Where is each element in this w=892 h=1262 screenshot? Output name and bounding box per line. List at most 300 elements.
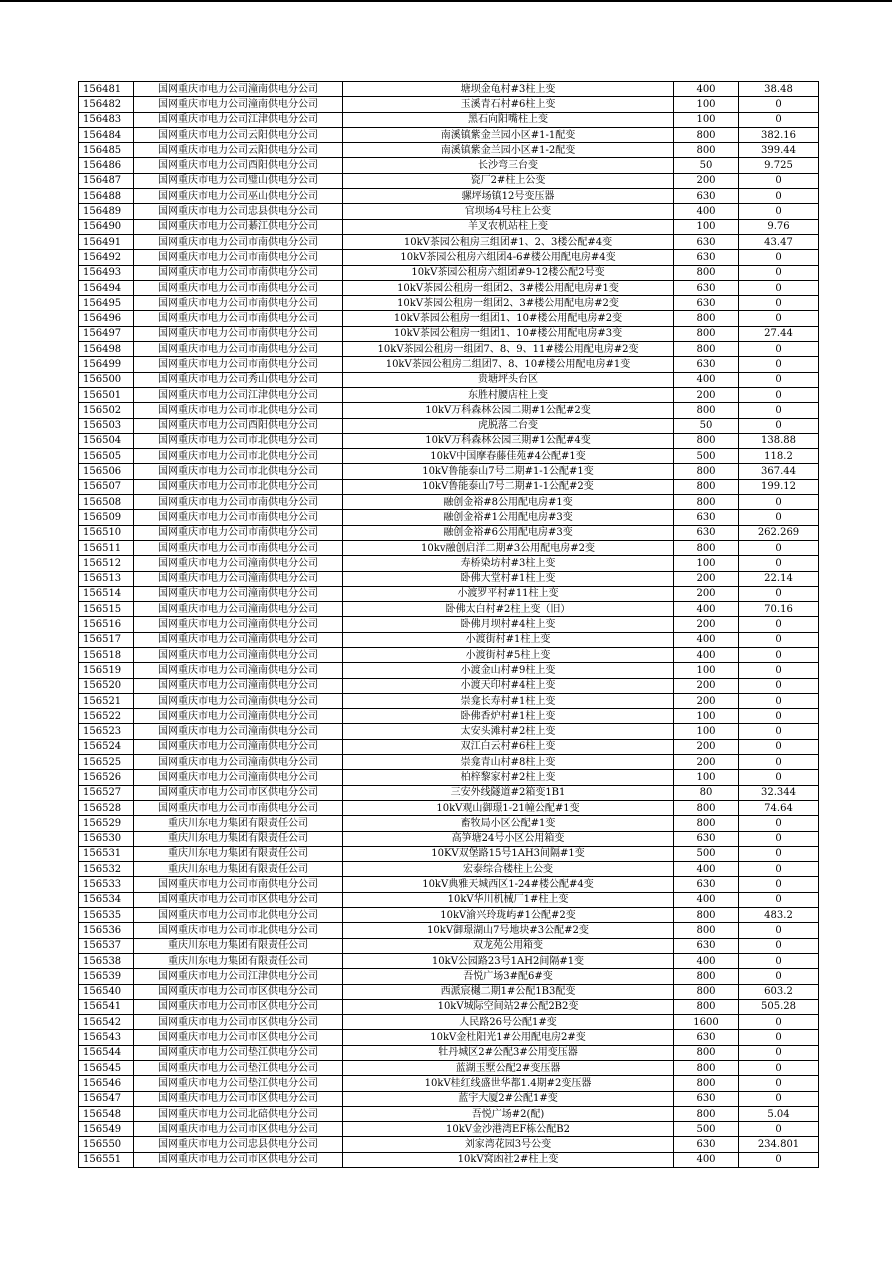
row-id-cell: 156487 xyxy=(79,173,134,188)
company-cell: 国网重庆市电力公司市南供电分公司 xyxy=(134,495,343,510)
value-cell: 0 xyxy=(739,1030,819,1045)
table-row xyxy=(79,1061,819,1076)
value-cell: 43.47 xyxy=(739,234,819,249)
company-cell: 国网重庆市电力公司市区供电分公司 xyxy=(134,1030,343,1045)
company-cell: 国网重庆市电力公司江津供电分公司 xyxy=(134,112,343,127)
table-row xyxy=(79,173,819,188)
row-id-cell: 156506 xyxy=(79,464,134,479)
transformer-name-cell: 刘家湾花园3号公变 xyxy=(343,1137,674,1152)
table-row xyxy=(79,877,819,892)
table-row xyxy=(79,678,819,693)
value-cell: 0 xyxy=(739,938,819,953)
capacity-cell: 400 xyxy=(674,647,739,662)
company-cell: 国网重庆市电力公司市北供电分公司 xyxy=(134,908,343,923)
table-row xyxy=(79,280,819,295)
capacity-cell: 500 xyxy=(674,846,739,861)
table-row xyxy=(79,219,819,234)
transformer-name-cell: 10kV城际空间站2#公配2B2变 xyxy=(343,999,674,1014)
company-cell: 国网重庆市电力公司綦江供电分公司 xyxy=(134,219,343,234)
table-row xyxy=(79,1015,819,1030)
value-cell: 0 xyxy=(739,372,819,387)
value-cell: 0 xyxy=(739,892,819,907)
value-cell: 0 xyxy=(739,770,819,785)
value-cell: 0 xyxy=(739,1015,819,1030)
company-cell: 国网重庆市电力公司潼南供电分公司 xyxy=(134,739,343,754)
company-cell: 国网重庆市电力公司忠县供电分公司 xyxy=(134,1137,343,1152)
table-row xyxy=(79,571,819,586)
value-cell: 0 xyxy=(739,189,819,204)
capacity-cell: 630 xyxy=(674,250,739,265)
row-id-cell: 156541 xyxy=(79,999,134,1014)
row-id-cell: 156504 xyxy=(79,433,134,448)
transformer-name-cell: 双龙苑公用箱变 xyxy=(343,938,674,953)
company-cell: 国网重庆市电力公司市南供电分公司 xyxy=(134,296,343,311)
capacity-cell: 100 xyxy=(674,709,739,724)
value-cell: 0 xyxy=(739,1045,819,1060)
capacity-cell: 800 xyxy=(674,265,739,280)
table-row xyxy=(79,632,819,647)
value-cell: 234.801 xyxy=(739,1137,819,1152)
row-id-cell: 156532 xyxy=(79,862,134,877)
row-id-cell: 156516 xyxy=(79,617,134,632)
row-id-cell: 156502 xyxy=(79,403,134,418)
row-id-cell: 156497 xyxy=(79,326,134,341)
capacity-cell: 800 xyxy=(674,908,739,923)
table-row xyxy=(79,647,819,662)
row-id-cell: 156482 xyxy=(79,97,134,112)
value-cell: 262.269 xyxy=(739,525,819,540)
capacity-cell: 400 xyxy=(674,204,739,219)
row-id-cell: 156511 xyxy=(79,540,134,555)
value-cell: 70.16 xyxy=(739,602,819,617)
value-cell: 0 xyxy=(739,418,819,433)
row-id-cell: 156484 xyxy=(79,127,134,142)
table-row xyxy=(79,1091,819,1106)
table-row xyxy=(79,1106,819,1121)
table-row xyxy=(79,418,819,433)
value-cell: 0 xyxy=(739,586,819,601)
company-cell: 国网重庆市电力公司市南供电分公司 xyxy=(134,540,343,555)
value-cell: 0 xyxy=(739,1076,819,1091)
row-id-cell: 156534 xyxy=(79,892,134,907)
company-cell: 国网重庆市电力公司市南供电分公司 xyxy=(134,250,343,265)
value-cell: 138.88 xyxy=(739,433,819,448)
table-row xyxy=(79,112,819,127)
capacity-cell: 400 xyxy=(674,1152,739,1167)
company-cell: 国网重庆市电力公司市区供电分公司 xyxy=(134,1015,343,1030)
transformer-name-cell: 畜牧局小区公配#1变 xyxy=(343,816,674,831)
company-cell: 国网重庆市电力公司潼南供电分公司 xyxy=(134,663,343,678)
capacity-cell: 200 xyxy=(674,739,739,754)
value-cell: 118.2 xyxy=(739,449,819,464)
company-cell: 国网重庆市电力公司江津供电分公司 xyxy=(134,969,343,984)
value-cell: 0 xyxy=(739,250,819,265)
row-id-cell: 156525 xyxy=(79,755,134,770)
capacity-cell: 400 xyxy=(674,892,739,907)
row-id-cell: 156499 xyxy=(79,357,134,372)
capacity-cell: 200 xyxy=(674,586,739,601)
transformer-name-cell: 10kV茶园公租房一组团2、3#楼公用配电房#1变 xyxy=(343,280,674,295)
row-id-cell: 156491 xyxy=(79,234,134,249)
capacity-cell: 100 xyxy=(674,97,739,112)
table-row xyxy=(79,234,819,249)
value-cell: 0 xyxy=(739,693,819,708)
value-cell: 0 xyxy=(739,342,819,357)
transformer-name-cell: 10kV茶园公租房六组团#9-12楼公配2号变 xyxy=(343,265,674,280)
transformer-name-cell: 10kV窝凼社2#柱上变 xyxy=(343,1152,674,1167)
table-row xyxy=(79,1137,819,1152)
transformer-name-cell: 吾悦广场3#配6#变 xyxy=(343,969,674,984)
table-row xyxy=(79,495,819,510)
table-row xyxy=(79,265,819,280)
table-row xyxy=(79,1122,819,1137)
company-cell: 重庆川东电力集团有限责任公司 xyxy=(134,831,343,846)
value-cell: 0 xyxy=(739,97,819,112)
row-id-cell: 156547 xyxy=(79,1091,134,1106)
table-row xyxy=(79,969,819,984)
capacity-cell: 100 xyxy=(674,219,739,234)
transformer-name-cell: 小渡街村#5柱上变 xyxy=(343,647,674,662)
transformer-name-cell: 吾悦广场#2(配) xyxy=(343,1106,674,1121)
value-cell: 0 xyxy=(739,846,819,861)
capacity-cell: 100 xyxy=(674,112,739,127)
value-cell: 367.44 xyxy=(739,464,819,479)
capacity-cell: 800 xyxy=(674,1061,739,1076)
value-cell: 382.16 xyxy=(739,127,819,142)
company-cell: 国网重庆市电力公司潼南供电分公司 xyxy=(134,693,343,708)
table-row xyxy=(79,250,819,265)
row-id-cell: 156542 xyxy=(79,1015,134,1030)
table-row xyxy=(79,953,819,968)
row-id-cell: 156512 xyxy=(79,556,134,571)
value-cell: 22.14 xyxy=(739,571,819,586)
table-row xyxy=(79,143,819,158)
capacity-cell: 80 xyxy=(674,785,739,800)
transformer-name-cell: 10kV茶园公租房六组团4-6#楼公用配电房#4变 xyxy=(343,250,674,265)
capacity-cell: 630 xyxy=(674,877,739,892)
transformer-name-cell: 融创金裕#6公用配电房#3变 xyxy=(343,525,674,540)
capacity-cell: 400 xyxy=(674,862,739,877)
capacity-cell: 800 xyxy=(674,540,739,555)
transformer-name-cell: 小渡罗平村#11柱上变 xyxy=(343,586,674,601)
capacity-cell: 800 xyxy=(674,342,739,357)
capacity-cell: 800 xyxy=(674,800,739,815)
capacity-cell: 400 xyxy=(674,602,739,617)
capacity-cell: 200 xyxy=(674,387,739,402)
row-id-cell: 156490 xyxy=(79,219,134,234)
company-cell: 国网重庆市电力公司潼南供电分公司 xyxy=(134,556,343,571)
row-id-cell: 156505 xyxy=(79,449,134,464)
capacity-cell: 100 xyxy=(674,724,739,739)
company-cell: 国网重庆市电力公司忠县供电分公司 xyxy=(134,204,343,219)
transformer-name-cell: 10kV中国摩春藤佳苑#4公配#1变 xyxy=(343,449,674,464)
value-cell: 0 xyxy=(739,556,819,571)
transformer-name-cell: 10kV茶园公租房二组团7、8、10#楼公用配电房#1变 xyxy=(343,357,674,372)
company-cell: 国网重庆市电力公司云阳供电分公司 xyxy=(134,143,343,158)
transformer-name-cell: 牡丹城区2#公配3#公用变压器 xyxy=(343,1045,674,1060)
table-row xyxy=(79,311,819,326)
company-cell: 国网重庆市电力公司市北供电分公司 xyxy=(134,403,343,418)
capacity-cell: 630 xyxy=(674,280,739,295)
capacity-cell: 200 xyxy=(674,617,739,632)
row-id-cell: 156533 xyxy=(79,877,134,892)
value-cell: 0 xyxy=(739,1122,819,1137)
table-row xyxy=(79,831,819,846)
row-id-cell: 156503 xyxy=(79,418,134,433)
table-row xyxy=(79,82,819,97)
row-id-cell: 156526 xyxy=(79,770,134,785)
company-cell: 国网重庆市电力公司潼南供电分公司 xyxy=(134,770,343,785)
row-id-cell: 156513 xyxy=(79,571,134,586)
capacity-cell: 800 xyxy=(674,433,739,448)
value-cell: 9.76 xyxy=(739,219,819,234)
capacity-cell: 200 xyxy=(674,678,739,693)
table-row xyxy=(79,127,819,142)
row-id-cell: 156509 xyxy=(79,510,134,525)
company-cell: 国网重庆市电力公司潼南供电分公司 xyxy=(134,617,343,632)
company-cell: 国网重庆市电力公司垫江供电分公司 xyxy=(134,1045,343,1060)
value-cell: 0 xyxy=(739,923,819,938)
value-cell: 483.2 xyxy=(739,908,819,923)
table-row xyxy=(79,372,819,387)
capacity-cell: 200 xyxy=(674,571,739,586)
capacity-cell: 630 xyxy=(674,1137,739,1152)
transformer-name-cell: 东胜村腰店柱上变 xyxy=(343,387,674,402)
company-cell: 国网重庆市电力公司市区供电分公司 xyxy=(134,999,343,1014)
company-cell: 国网重庆市电力公司北碚供电分公司 xyxy=(134,1106,343,1121)
value-cell: 0 xyxy=(739,1152,819,1167)
table-body xyxy=(79,82,819,1168)
table-row xyxy=(79,525,819,540)
company-cell: 国网重庆市电力公司市北供电分公司 xyxy=(134,449,343,464)
row-id-cell: 156535 xyxy=(79,908,134,923)
transformer-name-cell: 太安头滩村#2柱上变 xyxy=(343,724,674,739)
transformer-name-cell: 10kV金杜阳光1#公用配电房2#变 xyxy=(343,1030,674,1045)
value-cell: 0 xyxy=(739,1091,819,1106)
table-row xyxy=(79,785,819,800)
value-cell: 0 xyxy=(739,678,819,693)
row-id-cell: 156489 xyxy=(79,204,134,219)
table-row xyxy=(79,556,819,571)
capacity-cell: 800 xyxy=(674,999,739,1014)
transformer-name-cell: 10kV茶园公租房一组团1、10#楼公用配电房#2变 xyxy=(343,311,674,326)
row-id-cell: 156528 xyxy=(79,800,134,815)
company-cell: 国网重庆市电力公司市南供电分公司 xyxy=(134,280,343,295)
row-id-cell: 156514 xyxy=(79,586,134,601)
capacity-cell: 1600 xyxy=(674,1015,739,1030)
value-cell: 0 xyxy=(739,311,819,326)
row-id-cell: 156500 xyxy=(79,372,134,387)
row-id-cell: 156531 xyxy=(79,846,134,861)
row-id-cell: 156486 xyxy=(79,158,134,173)
value-cell: 0 xyxy=(739,510,819,525)
table-row xyxy=(79,387,819,402)
table-row xyxy=(79,816,819,831)
company-cell: 国网重庆市电力公司巫山供电分公司 xyxy=(134,189,343,204)
capacity-cell: 630 xyxy=(674,189,739,204)
table-row xyxy=(79,97,819,112)
company-cell: 国网重庆市电力公司市区供电分公司 xyxy=(134,1091,343,1106)
capacity-cell: 800 xyxy=(674,1076,739,1091)
transformer-name-cell: 卧佛香炉村#1柱上变 xyxy=(343,709,674,724)
table-row xyxy=(79,479,819,494)
row-id-cell: 156521 xyxy=(79,693,134,708)
capacity-cell: 630 xyxy=(674,938,739,953)
value-cell: 0 xyxy=(739,1061,819,1076)
capacity-cell: 800 xyxy=(674,143,739,158)
table-row xyxy=(79,1076,819,1091)
row-id-cell: 156536 xyxy=(79,923,134,938)
row-id-cell: 156544 xyxy=(79,1045,134,1060)
transformer-name-cell: 10kV公园路23号1AH2间隔#1变 xyxy=(343,953,674,968)
row-id-cell: 156522 xyxy=(79,709,134,724)
capacity-cell: 800 xyxy=(674,311,739,326)
capacity-cell: 800 xyxy=(674,816,739,831)
value-cell: 5.04 xyxy=(739,1106,819,1121)
capacity-cell: 800 xyxy=(674,479,739,494)
transformer-name-cell: 10kV鲁能泰山7号二期#1-1公配#2变 xyxy=(343,479,674,494)
company-cell: 国网重庆市电力公司市南供电分公司 xyxy=(134,525,343,540)
table-row xyxy=(79,189,819,204)
value-cell: 0 xyxy=(739,173,819,188)
row-id-cell: 156524 xyxy=(79,739,134,754)
table-row xyxy=(79,540,819,555)
value-cell: 0 xyxy=(739,265,819,280)
transformer-name-cell: 官坝场4号柱上公变 xyxy=(343,204,674,219)
transformer-name-cell: 10kv融创启洋二期#3公用配电房#2变 xyxy=(343,540,674,555)
value-cell: 27.44 xyxy=(739,326,819,341)
transformer-name-cell: 小渡金山村#9柱上变 xyxy=(343,663,674,678)
company-cell: 国网重庆市电力公司市北供电分公司 xyxy=(134,923,343,938)
row-id-cell: 156549 xyxy=(79,1122,134,1137)
table-row xyxy=(79,1030,819,1045)
table-row xyxy=(79,800,819,815)
table-row xyxy=(79,755,819,770)
transformer-name-cell: 10kV茶园公租房一组团1、10#楼公用配电房#3变 xyxy=(343,326,674,341)
capacity-cell: 630 xyxy=(674,357,739,372)
capacity-cell: 50 xyxy=(674,158,739,173)
capacity-cell: 630 xyxy=(674,831,739,846)
transformer-name-cell: 卧佛太白村#2柱上变（旧） xyxy=(343,602,674,617)
company-cell: 国网重庆市电力公司云阳供电分公司 xyxy=(134,127,343,142)
transformer-name-cell: 黑石向阳嘴柱上变 xyxy=(343,112,674,127)
company-cell: 国网重庆市电力公司璧山供电分公司 xyxy=(134,173,343,188)
table-row xyxy=(79,326,819,341)
row-id-cell: 156488 xyxy=(79,189,134,204)
company-cell: 国网重庆市电力公司市南供电分公司 xyxy=(134,357,343,372)
row-id-cell: 156519 xyxy=(79,663,134,678)
row-id-cell: 156492 xyxy=(79,250,134,265)
capacity-cell: 50 xyxy=(674,418,739,433)
value-cell: 603.2 xyxy=(739,984,819,999)
row-id-cell: 156550 xyxy=(79,1137,134,1152)
table-row xyxy=(79,357,819,372)
table-row xyxy=(79,1045,819,1060)
company-cell: 国网重庆市电力公司市北供电分公司 xyxy=(134,433,343,448)
transformer-name-cell: 羊叉农机站柱上变 xyxy=(343,219,674,234)
capacity-cell: 800 xyxy=(674,923,739,938)
row-id-cell: 156508 xyxy=(79,495,134,510)
company-cell: 国网重庆市电力公司市北供电分公司 xyxy=(134,479,343,494)
value-cell: 0 xyxy=(739,739,819,754)
transformer-name-cell: 10kV茶园公租房一组团2、3#楼公用配电房#2变 xyxy=(343,296,674,311)
company-cell: 国网重庆市电力公司市南供电分公司 xyxy=(134,234,343,249)
capacity-cell: 630 xyxy=(674,525,739,540)
transformer-name-cell: 西派宸樾二期1#公配1B3配变 xyxy=(343,984,674,999)
transformer-name-cell: 塘坝金龟村#3柱上变 xyxy=(343,82,674,97)
transformer-name-cell: 长沙弯三台变 xyxy=(343,158,674,173)
company-cell: 国网重庆市电力公司垫江供电分公司 xyxy=(134,1076,343,1091)
table-row xyxy=(79,433,819,448)
capacity-cell: 500 xyxy=(674,1122,739,1137)
row-id-cell: 156493 xyxy=(79,265,134,280)
transformer-name-cell: 崇龛青山村#8柱上变 xyxy=(343,755,674,770)
row-id-cell: 156523 xyxy=(79,724,134,739)
capacity-cell: 800 xyxy=(674,326,739,341)
table-row xyxy=(79,510,819,525)
table-row xyxy=(79,999,819,1014)
row-id-cell: 156496 xyxy=(79,311,134,326)
row-id-cell: 156507 xyxy=(79,479,134,494)
transformer-name-cell: 10kV华川机械厂1#柱上变 xyxy=(343,892,674,907)
table-row xyxy=(79,908,819,923)
row-id-cell: 156551 xyxy=(79,1152,134,1167)
value-cell: 0 xyxy=(739,862,819,877)
transformer-name-cell: 卧佛大堂村#1柱上变 xyxy=(343,571,674,586)
company-cell: 国网重庆市电力公司潼南供电分公司 xyxy=(134,647,343,662)
company-cell: 重庆川东电力集团有限责任公司 xyxy=(134,953,343,968)
row-id-cell: 156539 xyxy=(79,969,134,984)
table-row xyxy=(79,586,819,601)
row-id-cell: 156485 xyxy=(79,143,134,158)
company-cell: 国网重庆市电力公司潼南供电分公司 xyxy=(134,724,343,739)
company-cell: 国网重庆市电力公司市北供电分公司 xyxy=(134,464,343,479)
company-cell: 国网重庆市电力公司市南供电分公司 xyxy=(134,265,343,280)
transformer-name-cell: 贵塘坪头台区 xyxy=(343,372,674,387)
company-cell: 国网重庆市电力公司潼南供电分公司 xyxy=(134,82,343,97)
company-cell: 国网重庆市电力公司潼南供电分公司 xyxy=(134,709,343,724)
transformer-name-cell: 人民路26号公配1#变 xyxy=(343,1015,674,1030)
transformer-name-cell: 10kV万科森林公园三期#1公配#4变 xyxy=(343,433,674,448)
table-row xyxy=(79,602,819,617)
value-cell: 0 xyxy=(739,280,819,295)
capacity-cell: 800 xyxy=(674,984,739,999)
transformer-name-cell: 蓝宇大厦2#公配1#变 xyxy=(343,1091,674,1106)
transformer-name-cell: 10KV双堡路15号1AH3间隔#1变 xyxy=(343,846,674,861)
row-id-cell: 156543 xyxy=(79,1030,134,1045)
transformer-name-cell: 10kV桂红线盛世华都1.4期#2变压器 xyxy=(343,1076,674,1091)
company-cell: 国网重庆市电力公司酉阳供电分公司 xyxy=(134,158,343,173)
transformer-name-cell: 10kV茶园公租房三组团#1、2、3楼公配#4变 xyxy=(343,234,674,249)
transformer-name-cell: 10kV渝兴玲珑屿#1公配#2变 xyxy=(343,908,674,923)
transformer-name-cell: 蓝湖玉墅公配2#变压器 xyxy=(343,1061,674,1076)
table-row xyxy=(79,449,819,464)
value-cell: 0 xyxy=(739,953,819,968)
value-cell: 0 xyxy=(739,663,819,678)
value-cell: 0 xyxy=(739,724,819,739)
transformer-name-cell: 融创金裕#1公用配电房#3变 xyxy=(343,510,674,525)
capacity-cell: 630 xyxy=(674,296,739,311)
value-cell: 0 xyxy=(739,495,819,510)
row-id-cell: 156527 xyxy=(79,785,134,800)
row-id-cell: 156538 xyxy=(79,953,134,968)
transformer-name-cell: 高笋塘24号小区公用箱变 xyxy=(343,831,674,846)
value-cell: 0 xyxy=(739,617,819,632)
value-cell: 0 xyxy=(739,357,819,372)
capacity-cell: 630 xyxy=(674,1030,739,1045)
company-cell: 国网重庆市电力公司秀山供电分公司 xyxy=(134,372,343,387)
capacity-cell: 800 xyxy=(674,1106,739,1121)
